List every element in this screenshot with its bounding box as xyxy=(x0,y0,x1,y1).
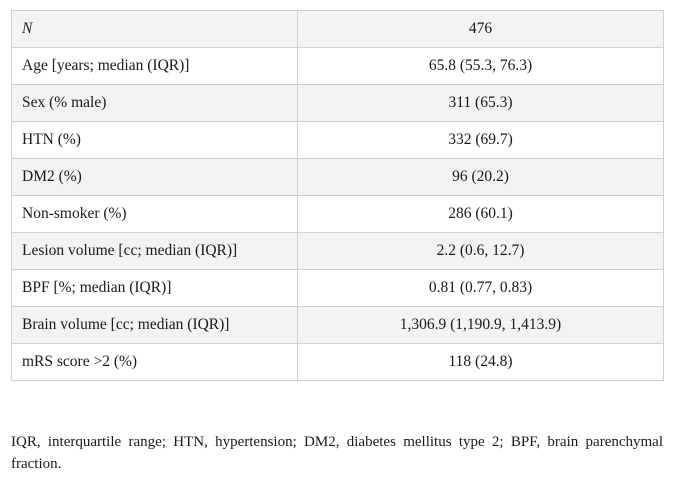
table-row xyxy=(12,122,664,159)
row-label: Lesion volume [cc; median (IQR)] xyxy=(12,233,298,270)
table-footnote: IQR, interquartile range; HTN, hypertension; DM2, diabetes mellitus type 2; BPF, brain parenchymal fraction. xyxy=(11,434,663,472)
row-label: BPF [%; median (IQR)] xyxy=(12,270,298,307)
table-row xyxy=(12,11,664,48)
characteristics-table xyxy=(11,10,664,381)
row-label: Sex (% male) xyxy=(12,85,298,122)
row-value: 1,306.9 (1,190.9, 1,413.9) xyxy=(298,307,664,344)
table-row xyxy=(12,48,664,85)
table-row xyxy=(12,85,664,122)
row-value: 65.8 (55.3, 76.3) xyxy=(298,48,664,85)
row-value: 476 xyxy=(298,11,664,48)
table-row xyxy=(12,270,664,307)
table-row xyxy=(12,344,664,381)
row-label: mRS score >2 (%) xyxy=(12,344,298,381)
row-label: Age [years; median (IQR)] xyxy=(12,48,298,85)
row-label: Non-smoker (%) xyxy=(12,196,298,233)
row-value: 0.81 (0.77, 0.83) xyxy=(298,270,664,307)
row-value: 286 (60.1) xyxy=(298,196,664,233)
row-value: 118 (24.8) xyxy=(298,344,664,381)
row-label: N xyxy=(12,11,298,48)
row-value: 311 (65.3) xyxy=(298,85,664,122)
row-value: 2.2 (0.6, 12.7) xyxy=(298,233,664,270)
table-row xyxy=(12,159,664,196)
row-label: Brain volume [cc; median (IQR)] xyxy=(12,307,298,344)
table-row xyxy=(12,307,664,344)
table-row xyxy=(12,196,664,233)
row-value: 332 (69.7) xyxy=(298,122,664,159)
row-label: HTN (%) xyxy=(12,122,298,159)
row-value: 96 (20.2) xyxy=(298,159,664,196)
table-row xyxy=(12,233,664,270)
row-label: DM2 (%) xyxy=(12,159,298,196)
